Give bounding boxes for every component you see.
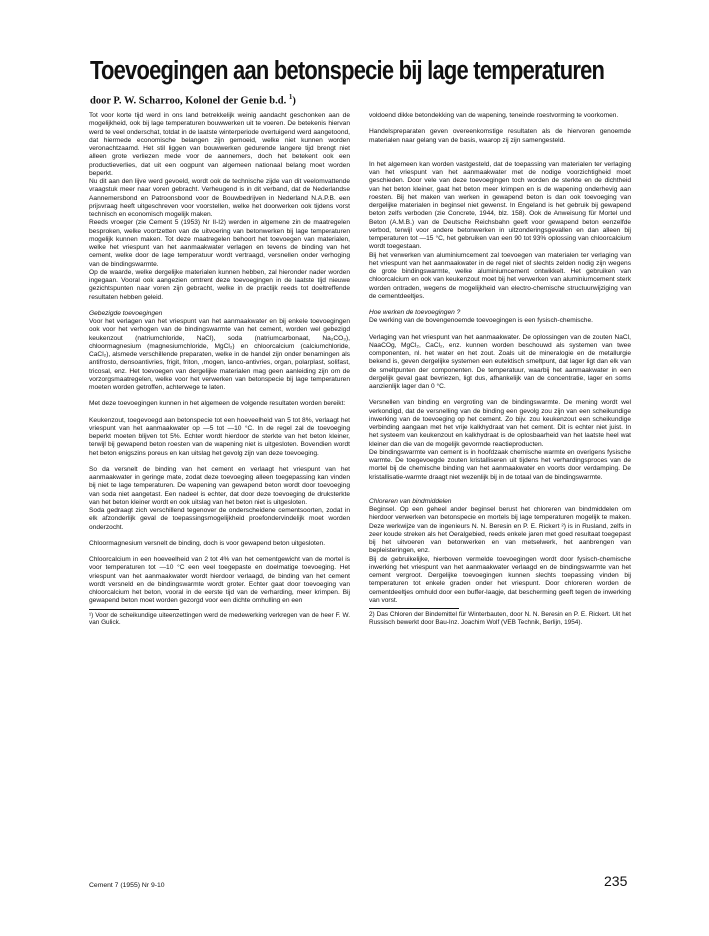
right-column-paragraph: De werking van de bovengenoemde toevoegingen is een fysisch-chemische. (369, 317, 593, 325)
right-column (369, 112, 631, 626)
left-column-paragraph: Op de waarde, welke dergelijke materialen kunnen hebben, zal hieronder nader worden ingegaan. Vooral ook aangezien omtrent deze toevoegingen in de laatste tijd nieuwe gezichtspunten naar voren zijn gebracht, welke in de practijk reeds tot doeltreffende resultaten hebben geleid. (89, 268, 350, 301)
left-column-paragraph: So da versnelt de binding van het cement en verlaagt het vriespunt van het aanmaakwater in geringe mate, zodat deze toevoeging alleen toegepassing kan vinden bij niet te lage temperaturen. De wapening van gewapend beton wordt door toevoeging van soda niet aangetast. Een nadeel is echter, dat door deze toevoeging de druksterkte van het beton kleiner wordt en ook uitslag van het beton niet is uitgesloten. (89, 465, 350, 506)
left-column-paragraph: Reeds vroeger (zie Cement 5 (1953) Nr II-I2) werden in algemene zin de maatregelen besproken, welke voortzetten van de uitvoering van betonwerken bij lage temperaturen mogelijk kunnen maken. Tot deze maatregelen behoort het toevoegen van materialen, welke het vriespunt van het aanmaakwater verlagen en tevens de binding van het cement, welke door de lage temperatuur wordt vertraagd, versnellen onder verhoging van de bindingswarmte. (89, 219, 350, 268)
left-column-footnote: ¹) Voor de scheikundige uiteenzettingen werd de medewerking verkregen van de heer F. W. van Gulick. (89, 611, 350, 627)
right-column-paragraph: voldoend dikke betondekking van de wapening, teneinde roestvorming te voorkomen. (369, 112, 619, 119)
left-column-paragraph: Soda gedraagt zich verschillend tegenover de onderscheidene cementsoorten, zodat in elk afzonderlijk geval de toepassingsmogelijkheid proefondervindelijk moet worden onderzocht. (89, 507, 350, 531)
journal-reference: Cement 7 (1955) Nr 9-10 (89, 882, 165, 889)
left-column-paragraph: Chloormagnesium versnelt de binding, doch is voor gewapend beton uitgesloten. (89, 539, 326, 547)
byline-close: ) (292, 95, 296, 107)
left-column-paragraph: Chloorcalcium in een hoeveelheid van 2 tot 4% van het cementgewicht van de mortel is voor temperaturen tot —10 °C een veel toegepaste en doelmatige toevoeging. Het vriespunt van het aanmaakwater wordt hierdoor verlaagd, de binding van het cement wordt versneld en de bindingswarmte wordt groter. Echter gaat door toevoeging van chloorcalcium het beton, vooral in de eerste tijd van de verharding, meer krimpen. Bij gewapend beton moet worden gezorgd voor een dichte omhulling en een (89, 556, 350, 605)
right-column-paragraph: Beginsel. Op een geheel ander beginsel berust het chloreren van bindmiddelen om hierdoor verwerken van betonspecie en mortels bij lage temperaturen mogelijk te maken. Deze werkwijze van de ingenieurs N. N. Beresin en P. E. Rickert ²) is in Rusland, zelfs in zeer koude streken als het Oeralgebied, reeds enkele jaren met goed resultaat toegepast bij het uitvoeren van betonwerken en van metselwerk, het aanbrengen van bepleisteringen, enz. (369, 506, 631, 555)
left-column-paragraph: Nu dit aan den lijve werd gevoeld, wordt ook de technische zijde van dit veelomvattende vraagstuk meer naar voren gebracht. Verheugend is in dit verband, dat de Nederlandse Aannemersbond en Patroonsbond voor de Bouwbedrijven in Nederland N.A.P.B. een prijsvraag heeft uitgeschreven voor voorstellen, welke het doorwerken ook tijdens vorst technisch en economisch mogelijk maken. (89, 178, 350, 218)
right-column-paragraph: Handelspreparaten geven overeenkomstige resultaten als de hiervoren genoemde materialen naar gelang van de basis, waarop zij zijn samengesteld. (369, 128, 631, 144)
article-byline (90, 93, 296, 107)
left-column-paragraph: Keukenzout, toegevoegd aan betonspecie tot een hoeveelheid van 5 tot 8%, verlaagt het vriespunt van het aanmaakwater op —5 tot —10 °C. In de regel zal de toevoeging beperkt moeten blijven tot 5%. Echter wordt hierdoor de sterkte van het beton kleiner, terwijl bij gewapend beton roesten van de wapening niet is uitgesloten. Bovendien wordt het beton enigszins poreus en kan uitslag het gevolg zijn van deze toevoeging. (89, 416, 350, 457)
left-column-paragraph: Tot voor korte tijd werd in ons land betrekkelijk weinig aandacht geschonken aan de mogelijkheid, ook bij lage temperaturen bouwwerken uit te voeren. De betekenis hiervan werd te veel onderschat, totdat in de laatste winterperiode overtuigend werd aangetoond, dat hiermede economische belangen zijn gemoeid, welke niet kunnen worden veronachtzaamd. Het stil liggen van bouwwerken gedurende langere tijd brengt niet alleen grote verliezen mede voor de aannemers, doch het betekent ook een productieverlies, dat uit een oogpunt van algemeen nationaal belang moet worden beperkt. (89, 112, 350, 177)
byline-footnote-ref: 1 (288, 93, 293, 101)
left-column-paragraph: Voor het verlagen van het vriespunt van het aanmaakwater en bij enkele toevoegingen ook voor het verhogen van de bindingswarmte van het cement, worden wel gebezigd keukenzout (natriumchloride, NaCl), soda (natriumcarbonaat, Na₂CO₃), chloormagnesium (magnesiumchloride, MgCl₂) en chloorcalcium (calciumchloride, CaCl₂), alsmede verschillende preparaten, welke in de handel zijn onder benamingen als antifrosto, densoantivries, frigit, friton, ,mogen, lanco-antivries, organ, polarplast, solifast, tricosal, enz. Het toevoegen van dergelijke materialen mag geen aanleiding zijn om de vorzorgsmaatregelen, welke voor het verwerken van betonspecie bij lage temperaturen moeten worden getroffen, achterwege te laten. (89, 318, 350, 391)
right-column-paragraph: Versnellen van binding en vergroting van de bindingswarmte. De mening wordt wel verkondigd, dat de versnelling van de binding een gevolg zou zijn van een scheikundige inwerking van de toevoeging op het cement. Zo bijv. zou keukenzout een scheikundige verbinding aangaan met het vrije kalkhydraat van het cement. Dit is echter niet juist. In het systeem van keukenzout en kalkhydraat is de oplosbaarheid van het laatste heel wat kleiner dan die van de mogelijk gevormde reactieproducten. (369, 399, 631, 448)
left-column-footnote-rule (89, 609, 179, 610)
right-column-heading: Hoe werken de toevoegingen ? (369, 309, 461, 316)
right-column-paragraph: In het algemeen kan worden vastgesteld, dat de toepassing van materialen ter verlaging van het vriespunt van het aanmaakwater met de nodige voorzichtigheid moet geschieden. Door vele van deze toevoegingen toch worden de sterkte en de dichtheid van het beton kleiner, gaat het beton meer krimpen en is de wapening onderhevig aan roesten. Bij het maken van werken in gewapend beton is dan ook toevoeging van dergelijke materialen in beginsel niet gewenst. In Engeland is het gebruik bij gewapend beton zelfs verboden (zie Concrete, 1944, blz. 158). Ook de Anweisung für Mortel und Beton (A.M.B.) van de Deutsche Reichsbahn geeft voor gewapend beton eenzelfde verbod, terwijl voor andere betonwerken in uitzonderingsgevallen en dan alleen bij temperaturen tot —15 °C, het gebruiken van een 90 tot 93% oplossing van chloorcalcium wordt toegestaan. (369, 160, 631, 251)
right-column-heading: Chloreren van bindmiddelen (369, 497, 452, 505)
byline-text: door P. W. Scharroo, Kolonel der Genie b.d. (90, 95, 287, 107)
left-column-paragraph: Met deze toevoegingen kunnen in het algemeen de volgende resultaten worden bereikt: (89, 400, 346, 408)
right-column-paragraph: Bij het verwerken van aluminiumcement zal toevoegen van materialen ter verlaging van het vriespunt van het aanmaakwater in de regel niet of slechts zelden nodig zijn wegens de grote bindingswarmte, welke aluminiumcement ontwikkelt. Het gebruiken van chloorcalcium en ook van keukenzout moet bij het verwerken van aluminiumcement sterk worden ontraden, wegens de mogelijkheid van electro-chemische structuurwijziging van de cementdeeltjes. (369, 251, 631, 300)
left-column-heading: Gebezigde toevoegingen (89, 309, 163, 317)
right-column-footnote: 2) Das Chloren der Bindemittel für Winterbauten, door N. N. Beresin en P. E. Rickert. Uit het Russisch bewerkt door Bau-Inz. Joachim Wolf (VEB Technik, Berlijn, 1954). (369, 611, 631, 626)
right-column-paragraph: Verlaging van het vriespunt van het aanmaakwater. De oplossingen van de zouten NaCl, NaaCOg, MgCl₂, CaCl₂, enz. kunnen worden beschouwd als systemen van twee componenten, nl. het water en het zout. Zoals uit de mineralogie en de metallurgie bekend is, geven dergelijke systemen een eutektisch smeltpunt, dat lager ligt dan elk van de smeltpunten der componenten. De temperatuur, waarbij het aanmaakwater in een dergelijk geval gaat bevriezen, ligt dus, afhankelijk van de concentratie, lager en soms aanzienlijk lager dan 0 °C. (369, 333, 631, 390)
left-column (89, 112, 350, 627)
right-column-footnote-rule (369, 608, 459, 609)
right-column-paragraph: De bindingswarmte van cement is in hoofdzaak chemische warmte en overigens fysische warmte. De toegevoegde zouten kristalliseren uit tijdens het verhardingsproces van de mortel bij de chemische binding van het aanmaakwater en voorts door verdamping. De kristallisatie-warmte draagt niet wezenlijk bij in de totaal van de bindingswarmte. (369, 448, 631, 481)
right-column-paragraph: Bij de gebruikelijke, hierboven vermelde toevoegingen wordt door fysisch-chemische inwerking het vriespunt van het aanmaakwater verlaagd en de bindingswarmte van het cement vergroot. Dergelijke toevoegingen kunnen slechts toepassing vinden bij temperaturen tot enkele graden onder het vriespunt. Door chloreren worden de cementdeeltjes omhuld door een buffer-laagje, dat bescherming geeft tegen de inwerking van vorst. (369, 555, 631, 604)
article-title: Toevoegingen aan betonspecie bij lage temperaturen (90, 57, 605, 85)
page-number: 235 (604, 873, 628, 889)
